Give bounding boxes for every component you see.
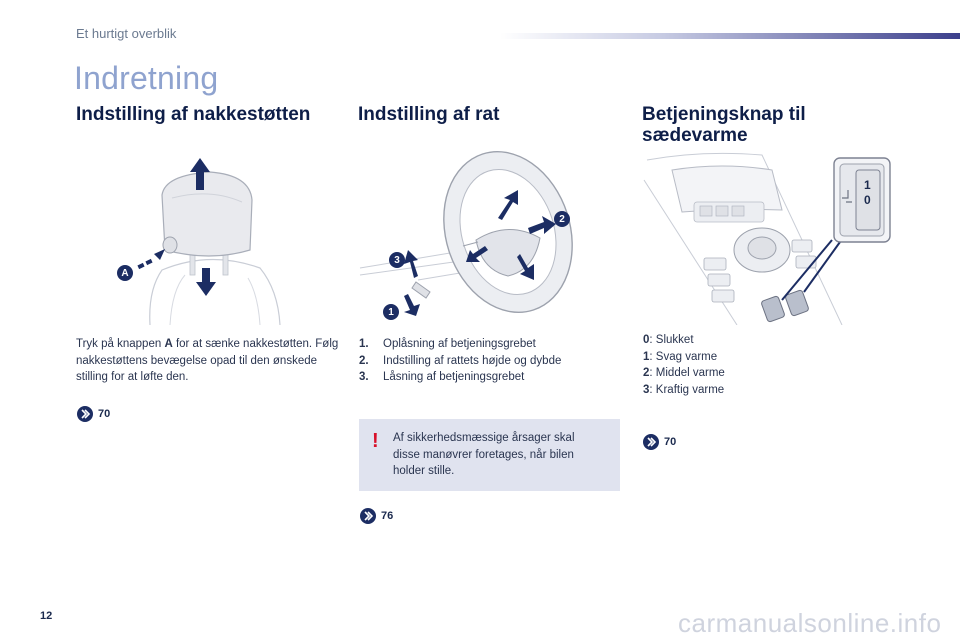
steering-heading: Indstilling af rat	[358, 104, 500, 125]
warning-text: Af sikkerhedsmæssige årsager skal disse manøvrer foretages, når bilen holder stille.	[393, 432, 575, 477]
headrest-instructions: Tryk på knappen A for at sænke nakkestøtten. Følg nakkestøttens bevægelse opad til den ønskede stilling for at løfte den.	[76, 338, 339, 383]
list-item: 3. Låsning af betjeningsgrebet	[359, 371, 525, 383]
section-label: Et hurtigt overblik	[76, 26, 177, 41]
page-number: 12	[40, 610, 53, 622]
callout-1: 1	[383, 304, 399, 320]
steering-wheel-illustration	[358, 150, 583, 325]
seat-heating-levels	[643, 332, 843, 398]
list-item: 1. Oplåsning af betjeningsgrebet	[359, 338, 536, 350]
page-ref-icon	[77, 406, 93, 422]
headrest-page-ref[interactable]: 70	[77, 406, 110, 422]
page-ref-icon	[643, 434, 659, 450]
callout-3: 3	[389, 252, 405, 268]
headrest-illustration	[110, 150, 310, 325]
warning-icon: !	[372, 430, 379, 452]
callout-a: A	[117, 265, 133, 281]
console-illustration	[642, 150, 892, 325]
list-item: 0: Slukket	[643, 334, 694, 346]
watermark: carmanualsonline.info	[678, 608, 942, 638]
header-bar	[500, 33, 960, 39]
callout-2: 2	[554, 211, 570, 227]
seat-heating-page-ref[interactable]: 70	[643, 434, 676, 450]
steering-list	[359, 336, 609, 386]
list-item: 3: Kraftig varme	[643, 383, 725, 396]
switch-label-0: 0	[864, 193, 871, 207]
page-ref-icon	[360, 508, 376, 524]
list-item: 2. Indstilling af rattets højde og dybde	[359, 354, 562, 367]
switch-label-1: 1	[864, 178, 871, 192]
list-item: 2: Middel varme	[643, 367, 725, 379]
steering-page-ref[interactable]: 76	[360, 508, 393, 524]
page-title: Indretning	[74, 60, 219, 96]
list-item: 1: Svag varme	[643, 350, 718, 363]
headrest-heading: Indstilling af nakkestøtten	[76, 104, 311, 125]
seat-heating-heading: Betjeningsknap til sædevarme	[642, 104, 806, 146]
